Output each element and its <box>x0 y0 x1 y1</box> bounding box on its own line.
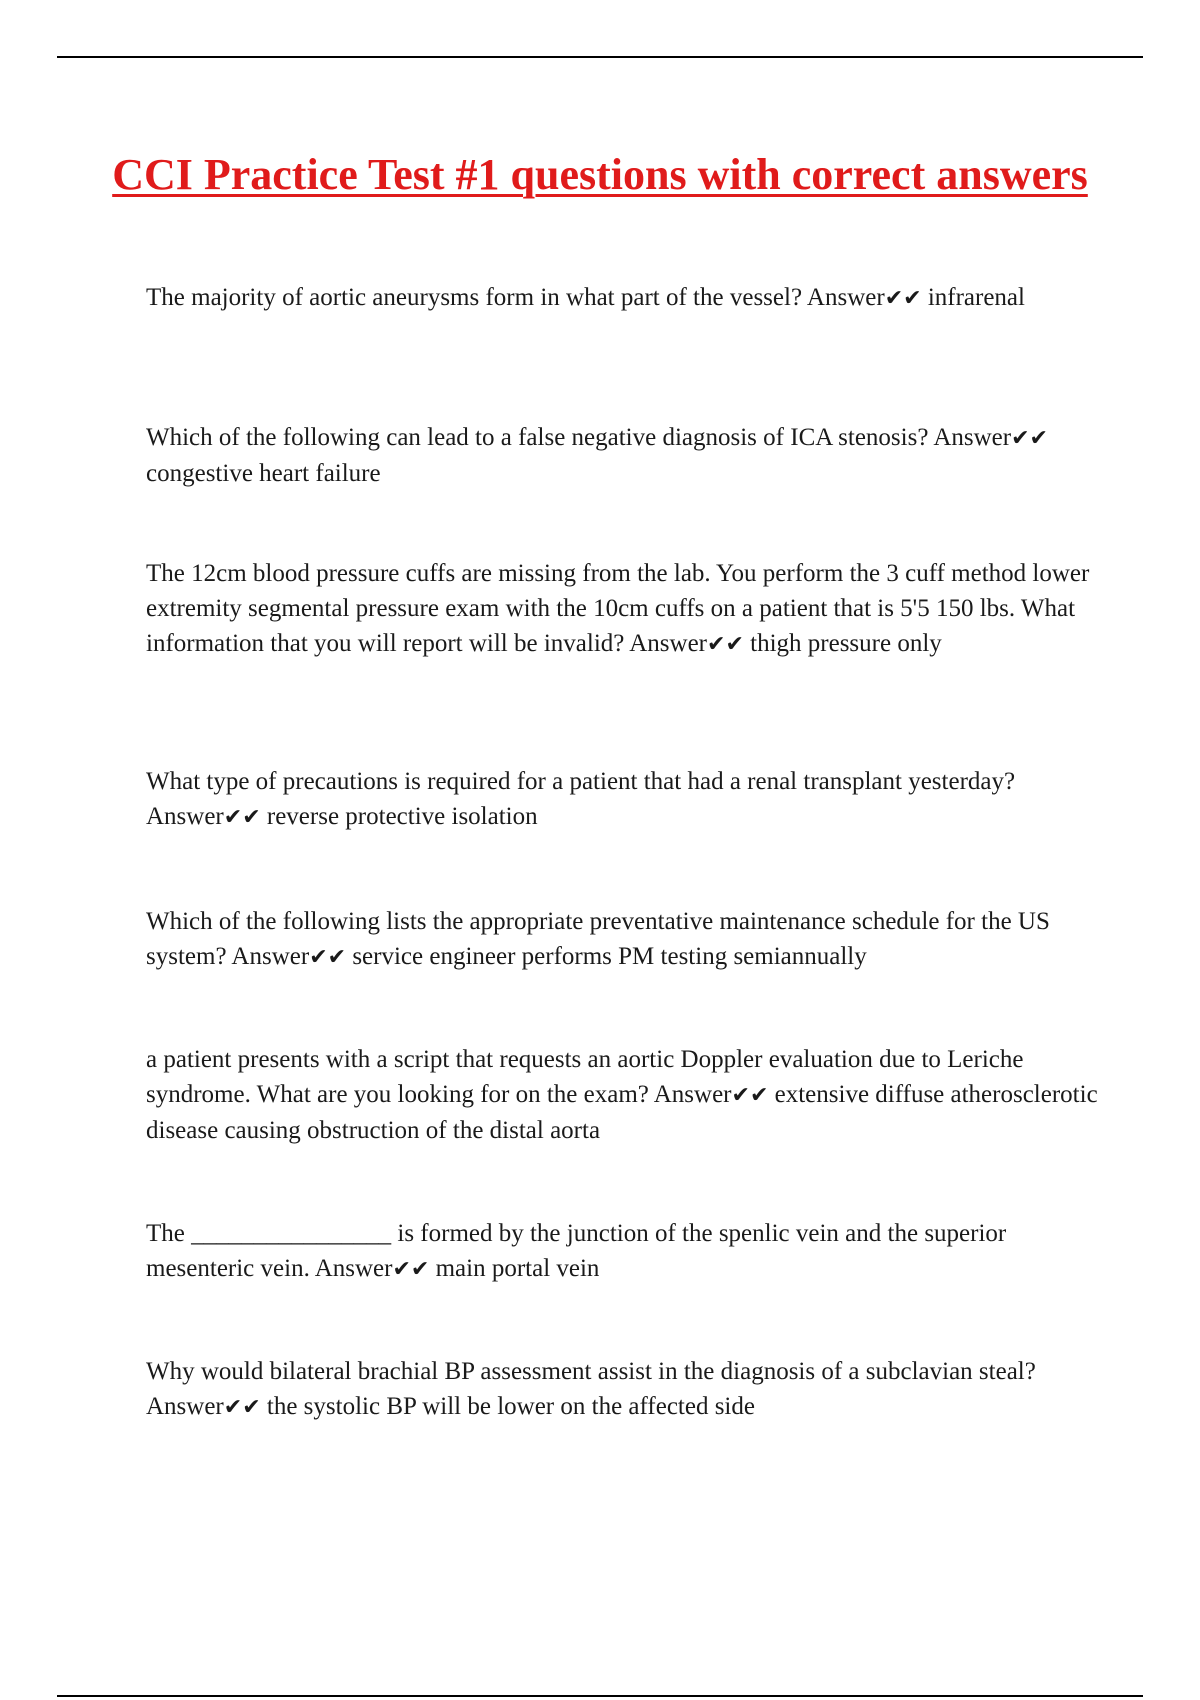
qa-item-6 <box>146 1042 1106 1148</box>
question-text: What type of precautions is required for a patient that had a renal transplant yesterday? <box>146 768 1016 795</box>
question-text: Which of the following lists the appropriate preventative maintenance schedule for the US system? <box>146 908 1050 970</box>
answer-label: Answer <box>146 803 224 830</box>
bottom-rule <box>57 1695 1143 1697</box>
answer-text: infrarenal <box>927 284 1025 311</box>
question-text: The ________________ is formed by the junction of the spenlic vein and the superior mesenteric vein. <box>146 1220 1007 1282</box>
check-icon: ✔✔ <box>707 632 744 657</box>
answer-text: thigh pressure only <box>750 630 942 657</box>
answer-text: reverse protective isolation <box>266 803 538 830</box>
top-rule <box>57 56 1143 58</box>
check-icon: ✔✔ <box>884 286 922 311</box>
qa-item-4 <box>146 764 1106 835</box>
question-text: The majority of aortic aneurysms form in what part of the vessel? <box>146 284 803 311</box>
answer-text: service engineer performs PM testing semiannually <box>352 943 867 970</box>
check-icon: ✔✔ <box>731 1083 769 1108</box>
answer-text: the systolic BP will be lower on the affected side <box>266 1393 755 1420</box>
answer-label: Answer <box>629 630 708 657</box>
document-title: CCI Practice Test #1 questions with correct answers <box>112 150 1088 199</box>
answer-label: Answer <box>146 1393 224 1420</box>
answer-label: Answer <box>314 1255 393 1282</box>
answer-text: congestive heart failure <box>146 460 381 487</box>
check-icon: ✔✔ <box>1011 426 1048 451</box>
answer-text: main portal vein <box>435 1255 600 1282</box>
answer-label: Answer <box>653 1081 732 1108</box>
qa-item-5 <box>146 904 1106 975</box>
answer-label: Answer <box>933 424 1012 451</box>
answer-label: Answer <box>231 943 310 970</box>
qa-item-1 <box>146 280 1106 316</box>
question-text: The 12cm blood pressure cuffs are missing from the lab. You perform the 3 cuff method lower extremity segmental pressure exam with the 10cm cuffs on a patient that is 5'5 150 lbs. What information that you will report will be invalid? <box>146 560 1090 657</box>
check-icon: ✔✔ <box>392 1257 430 1282</box>
qa-item-3 <box>146 556 1106 662</box>
qa-item-8 <box>146 1354 1106 1425</box>
answer-text: extensive diffuse atherosclerotic disease causing obstruction of the distal aorta <box>146 1081 1098 1144</box>
question-text: Which of the following can lead to a false negative diagnosis of ICA stenosis? <box>146 424 929 451</box>
answer-label: Answer <box>806 284 885 311</box>
question-text: Why would bilateral brachial BP assessment assist in the diagnosis of a subclavian steal? <box>146 1358 1036 1385</box>
question-text: a patient presents with a script that requests an aortic Doppler evaluation due to Leriche syndrome. What are you looking for on the exam? <box>146 1046 1024 1108</box>
check-icon: ✔✔ <box>223 1395 261 1420</box>
check-icon: ✔✔ <box>223 805 261 830</box>
check-icon: ✔✔ <box>309 945 347 970</box>
qa-item-7 <box>146 1216 1106 1287</box>
qa-item-2 <box>146 420 1106 491</box>
